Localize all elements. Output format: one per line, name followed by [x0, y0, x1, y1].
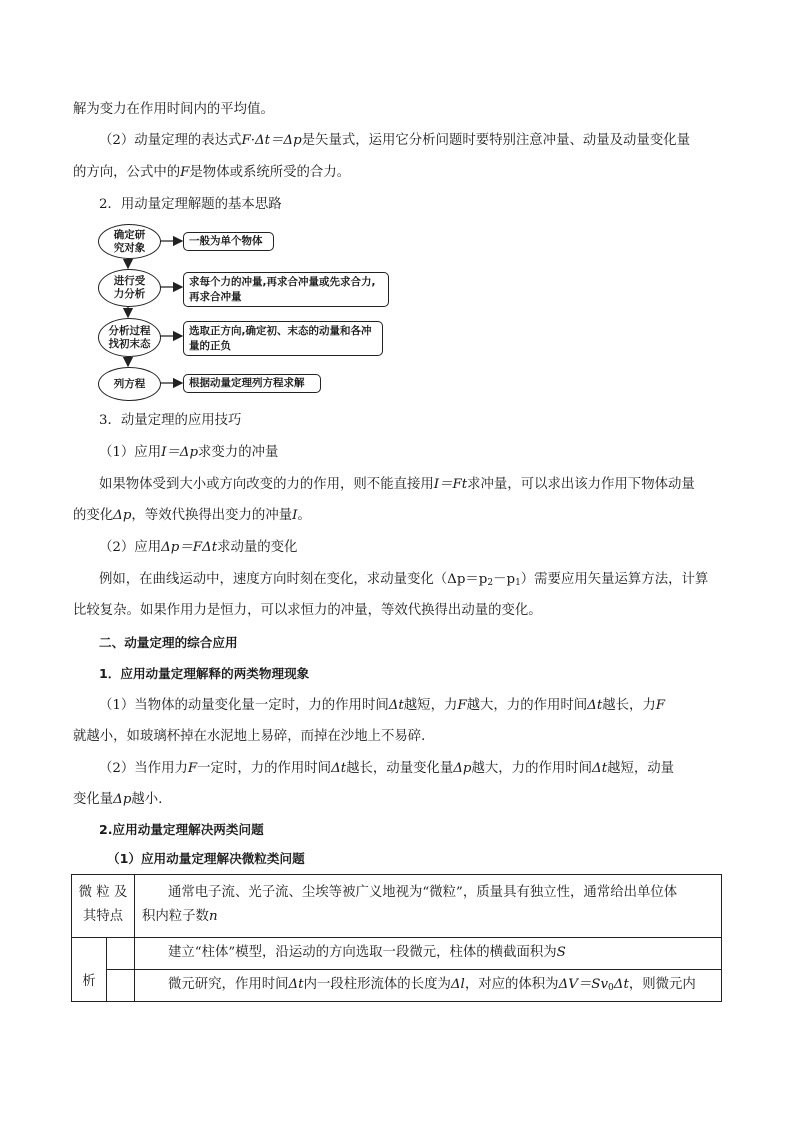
- formula: Δt: [613, 977, 629, 992]
- text: 的变化: [73, 508, 114, 523]
- heading: [99, 411, 241, 431]
- cell-text: 通常电子流、光子流、尘埃等被广义地视为“微粒”，质量具有独立性，通常给出单位体: [168, 885, 678, 900]
- subsection-heading: [107, 849, 305, 869]
- subsection-heading: [99, 664, 309, 684]
- formula: n: [208, 909, 218, 924]
- text: 2.应用动量定理解决两类问题: [99, 822, 264, 837]
- text: （2）应用: [99, 540, 162, 555]
- formula: F: [187, 761, 198, 776]
- text: 3．动量定理的应用技巧: [99, 413, 242, 428]
- note-text: 一般为单个物体: [189, 235, 263, 247]
- formula: Δp: [113, 508, 132, 523]
- table-cell: [106, 937, 135, 970]
- text-line: [99, 443, 278, 463]
- formula: Δt: [388, 698, 404, 713]
- text: 越大，力的作用时间: [471, 761, 593, 776]
- formula: Δt: [587, 698, 603, 713]
- text-line: [99, 475, 695, 495]
- flow-node-research-object: [98, 224, 161, 259]
- formula: S: [556, 945, 566, 960]
- flow-note: [183, 374, 321, 393]
- formula: Δp: [453, 761, 472, 776]
- text: 例如，在曲线运动中，速度方向时刻在变化，求动量变化（Δp＝p: [99, 572, 488, 587]
- text: 解为变力在作用时间内的平均值。: [73, 102, 274, 117]
- text: 求冲量，可以求出该力作用下物体动量: [467, 477, 695, 492]
- cell-text: ，对应的体积为: [464, 977, 559, 992]
- text: 越大，力的作用时间: [466, 698, 588, 713]
- text: －p: [493, 572, 516, 587]
- node-label: 找初末态: [108, 337, 151, 350]
- subsection-heading: [99, 820, 264, 840]
- note-text: 求每个力的冲量,再求合冲量或先求合力,: [189, 276, 376, 288]
- text: 变化量: [73, 792, 114, 807]
- text: （2）动量定理的表达式: [99, 133, 242, 148]
- text: 如果物体受到大小或方向改变的力的作用，则不能直接用: [99, 477, 434, 492]
- text-line: [99, 570, 708, 593]
- text: （1）当物体的动量变化量一定时，力的作用时间: [99, 698, 389, 713]
- formula: F·Δt＝Δp: [241, 133, 302, 148]
- formula: Δt: [288, 977, 304, 992]
- text-line: [73, 790, 172, 810]
- flow-note: [183, 321, 383, 356]
- table-cell: [134, 937, 722, 970]
- formula: Δp＝FΔt: [161, 540, 218, 555]
- flow-note: [183, 232, 274, 251]
- cell-text: 积内粒子数: [142, 909, 209, 924]
- node-label: 进行受: [113, 275, 146, 287]
- text: 越短，力: [403, 698, 458, 713]
- node-label: 列方程: [113, 377, 146, 390]
- note-text: 根据动量定理列方程求解: [189, 377, 305, 389]
- text: 求动量的变化: [217, 540, 298, 555]
- cell-text: 微元研究，作用时间: [168, 977, 289, 992]
- text: 2．用动量定理解题的基本思路: [99, 197, 282, 212]
- cell-text: 微 粒 及: [78, 885, 128, 900]
- table-row-header: [71, 874, 135, 938]
- note-text: 再求合冲量: [189, 291, 242, 303]
- subscript: 0: [608, 983, 614, 993]
- text-line: [73, 727, 435, 747]
- text: 1．应用动量定理解释的两类物理现象: [99, 666, 310, 681]
- note-text: 量的正负: [189, 340, 231, 352]
- formula: F: [457, 698, 467, 713]
- text: 是物体或系统所受的合力。: [189, 165, 351, 180]
- flow-node-force-analysis: [98, 269, 161, 307]
- formula: Δp: [113, 792, 132, 807]
- formula: I: [292, 508, 298, 523]
- cell-text: 其特点: [82, 909, 124, 924]
- flow-note: [183, 272, 389, 307]
- text: 求变力的冲量: [198, 445, 279, 460]
- text: 。: [297, 508, 311, 523]
- text-line: [99, 759, 674, 779]
- text-line: [73, 601, 542, 621]
- text: 越长，力: [602, 698, 656, 713]
- text-line: [99, 696, 665, 716]
- text: （2）当作用力: [99, 761, 188, 776]
- text-line: [99, 538, 297, 558]
- text: 一定时，力的作用时间: [197, 761, 332, 776]
- table-row-header: [71, 937, 107, 1002]
- table-cell: [134, 969, 722, 1002]
- formula: Δt: [331, 761, 347, 776]
- formula: Δt: [592, 761, 608, 776]
- table-cell: [134, 874, 722, 938]
- formula: I＝Δp: [161, 445, 199, 460]
- cell-text: 建立“柱体”模型，沿运动的方向选取一段微元，柱体的横截面积为: [168, 945, 557, 960]
- cell-text: 内一段柱形流体的长度为: [303, 977, 451, 992]
- subscript: 2: [487, 578, 494, 588]
- formula: ΔV＝Sv: [558, 977, 609, 992]
- text: （1）应用动量定理解决微粒类问题: [107, 851, 305, 866]
- particle-table: [71, 874, 722, 1002]
- text: 越长，动量变化量: [346, 761, 454, 776]
- text: 越小．: [131, 792, 172, 807]
- section-heading: [99, 633, 238, 653]
- text-line: [73, 506, 311, 526]
- node-label: 分析过程: [108, 324, 151, 337]
- formula: Δl: [450, 977, 465, 992]
- cell-text: 析: [82, 974, 96, 989]
- text: 越短，动量: [607, 761, 675, 776]
- node-label: 确定研: [113, 228, 146, 241]
- formula: F: [180, 165, 190, 180]
- text: （1）应用: [99, 445, 162, 460]
- text: ，等效代换得出变力的冲量: [131, 508, 293, 523]
- note-text: 选取正方向,确定初、末态的动量和各冲: [189, 325, 372, 337]
- text: 的方向，公式中的: [73, 165, 181, 180]
- text: 是矢量式，运用它分析问题时要特别注意冲量、动量及动量变化量: [301, 133, 690, 148]
- node-label: 究对象: [113, 241, 146, 254]
- flow-node-equation: [98, 367, 161, 401]
- flow-node-process-states: [98, 318, 161, 357]
- cell-text: ，则微元内: [628, 977, 696, 992]
- formula: F: [655, 698, 666, 713]
- text: 就越小，如玻璃杯掉在水泥地上易碎，而掉在沙地上不易碎．: [73, 729, 435, 744]
- subscript: 1: [515, 578, 521, 588]
- text: 比较复杂。如果作用力是恒力，可以求恒力的冲量，等效代换得出动量的变化。: [73, 603, 542, 618]
- text: ）需要应用矢量运算方法，计算: [520, 572, 709, 587]
- formula: I＝Ft: [433, 477, 468, 492]
- text: 二、动量定理的综合应用: [99, 635, 238, 650]
- table-cell: [106, 969, 135, 1002]
- node-label: 力分析: [113, 288, 146, 300]
